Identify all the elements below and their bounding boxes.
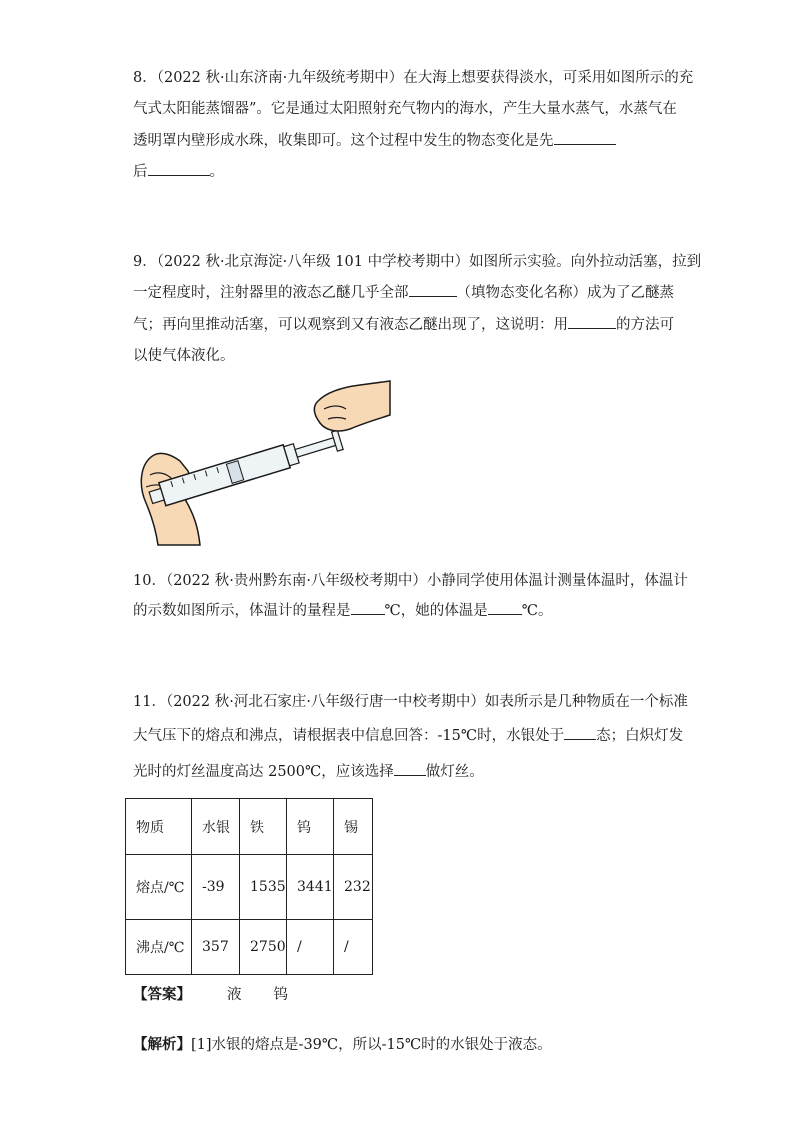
table-cell: 232 <box>334 855 373 920</box>
q10-blank-1 <box>351 600 385 615</box>
table-cell: -39 <box>192 855 240 920</box>
syringe-illustration <box>128 375 398 555</box>
analysis-line <box>133 1033 552 1054</box>
q9-blank-2 <box>568 314 616 329</box>
q11-line-2 <box>133 724 683 745</box>
q8-line-3 <box>133 129 616 150</box>
q11-blank-2 <box>394 761 426 776</box>
q11-line-3 <box>133 760 484 781</box>
q9-line-2a: 一定程度时，注射器里的液态乙醚几乎全部 <box>133 285 409 301</box>
table-header-row <box>126 799 373 855</box>
q8-line-3-text: 透明罩内壁形成水珠，收集即可。这个过程中发生的物态变化是先 <box>133 133 554 149</box>
table-cell: 357 <box>192 920 240 975</box>
q11-line-1: 11．（2022 秋·河北石家庄·八年级行唐一中校考期中）如表所示是几种物质在一个标准 <box>133 694 688 710</box>
q8-line-4-text: 后 <box>133 164 148 180</box>
table-cell: 水银 <box>192 799 240 855</box>
table-cell: 铁 <box>240 799 287 855</box>
q10-blank-2 <box>488 600 522 615</box>
table-cell: 沸点/℃ <box>126 920 192 975</box>
q9-line-3b: 的方法可 <box>616 317 674 333</box>
table-cell: / <box>287 920 334 975</box>
table-cell: 物质 <box>126 799 192 855</box>
q9-line-1: 9．（2022 秋·北京海淀·八年级 101 中学校考期中）如图所示实验。向外拉动活塞，拉到 <box>133 254 702 270</box>
q8-blank-1 <box>554 130 616 145</box>
table-cell: 熔点/℃ <box>126 855 192 920</box>
q9-line-3a: 气；再向里推动活塞，可以观察到又有液态乙醚出现了，这说明：用 <box>133 317 568 333</box>
q9-line-2 <box>133 281 674 302</box>
table-row-melting <box>126 855 373 920</box>
answer-label: 【答案】 <box>133 986 191 1003</box>
q10-line-1: 10．（2022 秋·贵州黔东南·八年级校考期中）小静同学使用体温计测量体温时，体温计 <box>133 573 688 589</box>
q10-line-2 <box>133 599 552 620</box>
q9-line-2b: （填物态变化名称）成为了乙醚蒸 <box>456 285 674 301</box>
table-cell: / <box>334 920 373 975</box>
q9-line-4: 以使气体液化。 <box>133 348 235 364</box>
q8-line-4-end: 。 <box>209 164 224 180</box>
q10-line-2c: ℃。 <box>521 603 553 619</box>
table-cell: 3441 <box>287 855 334 920</box>
q10-line-2a: 的示数如图所示，体温计的量程是 <box>133 603 351 619</box>
table-cell: 2750 <box>240 920 287 975</box>
q8-line-2: 气式太阳能蒸馏器”。它是通过太阳照射充气物内的海水，产生大量水蒸气，水蒸气在 <box>133 101 677 117</box>
q11-line-2a: 大气压下的熔点和沸点，请根据表中信息回答：-15℃时，水银处于 <box>133 728 565 744</box>
right-hand-icon <box>314 381 390 431</box>
q11-line-2b: 态；白炽灯发 <box>596 728 684 744</box>
table-cell: 1535 <box>240 855 287 920</box>
answer-2: 钨 <box>273 987 288 1003</box>
q9-blank-1 <box>409 282 457 297</box>
q8-line-1: 8．（2022 秋·山东济南·九年级统考期中）在大海上想要获得淡水，可采用如图所示的充 <box>133 70 694 86</box>
q8-blank-2 <box>148 161 210 176</box>
answer-line <box>133 983 288 1004</box>
q11-line-3a: 光时的灯丝温度高达 2500℃，应该选择 <box>133 764 394 780</box>
table-cell: 锡 <box>334 799 373 855</box>
answer-1: 液 <box>227 987 242 1003</box>
q8-line-4 <box>133 160 224 181</box>
analysis-text: [1]水银的熔点是-39℃，所以-15℃时的水银处于液态。 <box>191 1037 552 1053</box>
q11-blank-1 <box>564 725 596 740</box>
table-row-boiling <box>126 920 373 975</box>
q11-line-3b: 做灯丝。 <box>425 764 484 780</box>
materials-table <box>125 798 373 975</box>
q9-line-3 <box>133 313 674 334</box>
q10-line-2b: ℃，她的体温是 <box>384 603 488 619</box>
table-cell: 钨 <box>287 799 334 855</box>
analysis-label: 【解析】 <box>133 1036 191 1053</box>
